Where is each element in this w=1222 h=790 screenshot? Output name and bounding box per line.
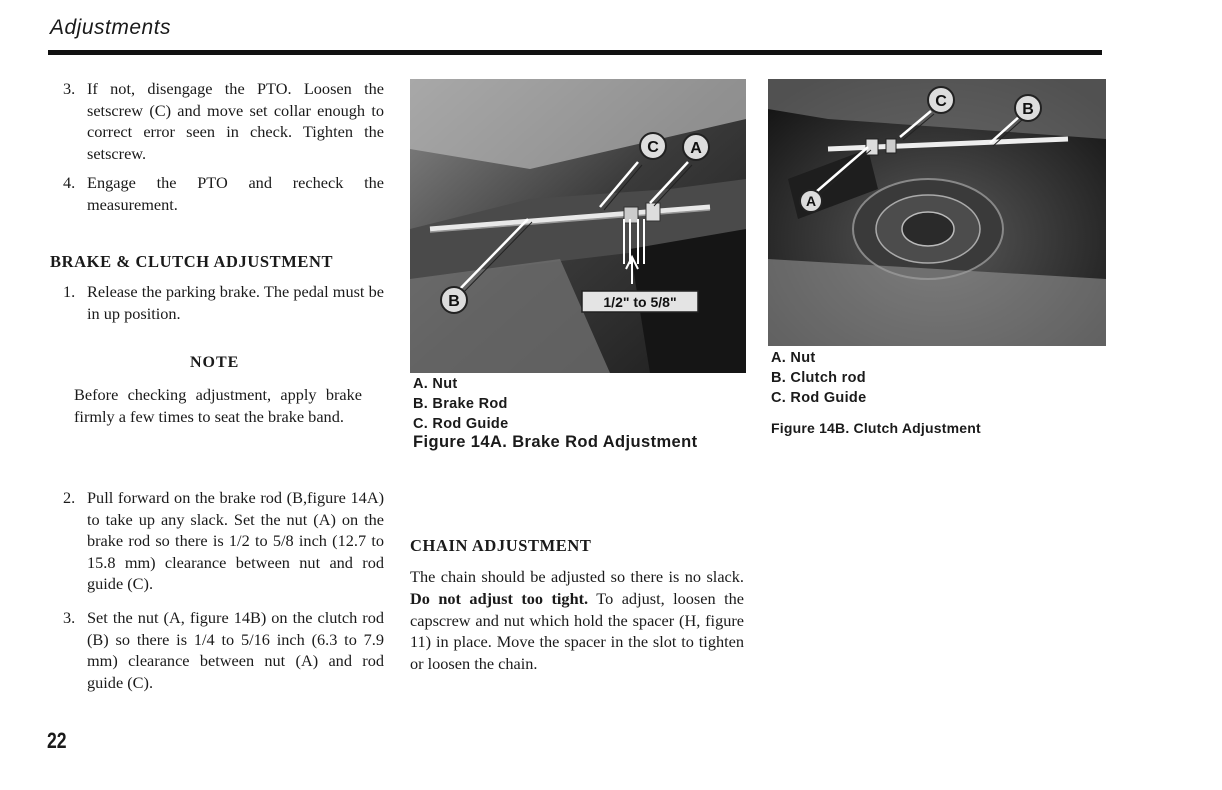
brake-step-2 xyxy=(63,487,384,595)
figure-14b-legend xyxy=(771,348,866,408)
figure-14a-measurement-label: 1/2" to 5/8" xyxy=(603,294,677,310)
page-header-title: Adjustments xyxy=(50,16,172,39)
figure-14a-callout-b: B xyxy=(448,293,460,310)
figure-14b-callout-b: B xyxy=(1022,101,1034,118)
note-text: Before checking adjustment, apply brake firmly a few times to seat the brake band. xyxy=(74,385,362,426)
figure-14a-callout-c: C xyxy=(647,139,659,156)
brake-clutch-heading: BRAKE & CLUTCH ADJUSTMENT xyxy=(50,252,334,271)
figure-14a-photo xyxy=(410,79,746,373)
step-number: 3. xyxy=(63,79,76,98)
brake-step-1 xyxy=(63,281,384,324)
chain-adjustment-text xyxy=(410,566,744,675)
figure-14a-callout-a: A xyxy=(690,140,702,157)
legend-item: A. Nut xyxy=(771,350,816,366)
note-heading: NOTE xyxy=(190,354,240,371)
legend-item: C. Rod Guide xyxy=(413,416,509,432)
pto-step-3 xyxy=(63,78,384,164)
step-text: Engage the PTO and recheck the measurement. xyxy=(87,173,384,214)
step-number: 1. xyxy=(63,282,76,301)
figure-14b-callout-c: C xyxy=(935,93,947,110)
chain-text-intro: The chain should be adjusted so there is no slack. xyxy=(410,567,744,586)
step-text: Pull forward on the brake rod (B,figure 14A) to take up any slack. Set the nut (A) on the brake rod so there is 1/2 to 5/8 inch (12.7 to 15.8 mm) clearance between nut and rod guide (C). xyxy=(87,488,384,594)
legend-item: C. Rod Guide xyxy=(771,390,867,406)
figure-14a-legend xyxy=(413,374,508,434)
legend-item: B. Brake Rod xyxy=(413,396,508,412)
step-text: Release the parking brake. The pedal must be in up position. xyxy=(87,282,384,323)
pto-step-4 xyxy=(63,172,384,215)
figure-14b-photo xyxy=(768,79,1106,346)
chain-text-instructions: To adjust, loosen the capscrew and nut which hold the spacer (H, figure 11) in place. Move the spacer in the slot to tighten or loosen the chain. xyxy=(410,588,744,674)
step-number: 4. xyxy=(63,173,76,192)
step-text: If not, disengage the PTO. Loosen the setscrew (C) and move set collar enough to correct error seen in check. Tighten the setscrew. xyxy=(87,79,384,163)
figure-14b-caption: Figure 14B. Clutch Adjustment xyxy=(771,420,981,436)
header-divider xyxy=(48,50,1102,55)
page-number: 22 xyxy=(47,728,67,753)
figure-14a-caption: Figure 14A. Brake Rod Adjustment xyxy=(413,433,698,451)
step-text: Set the nut (A, figure 14B) on the clutch rod (B) so there is 1/4 to 5/16 inch (6.3 to 7.9 mm) clearance between nut (A) and rod guide (C). xyxy=(87,608,384,692)
legend-item: B. Clutch rod xyxy=(771,370,866,386)
figure-14b-callout-a: A xyxy=(805,193,817,209)
chain-adjustment-heading: CHAIN ADJUSTMENT xyxy=(410,536,592,555)
step-number: 3. xyxy=(63,608,76,627)
brake-step-3 xyxy=(63,607,384,693)
legend-item: A. Nut xyxy=(413,376,458,392)
step-number: 2. xyxy=(63,488,76,507)
chain-text-warning: Do not adjust too tight. xyxy=(410,588,589,608)
